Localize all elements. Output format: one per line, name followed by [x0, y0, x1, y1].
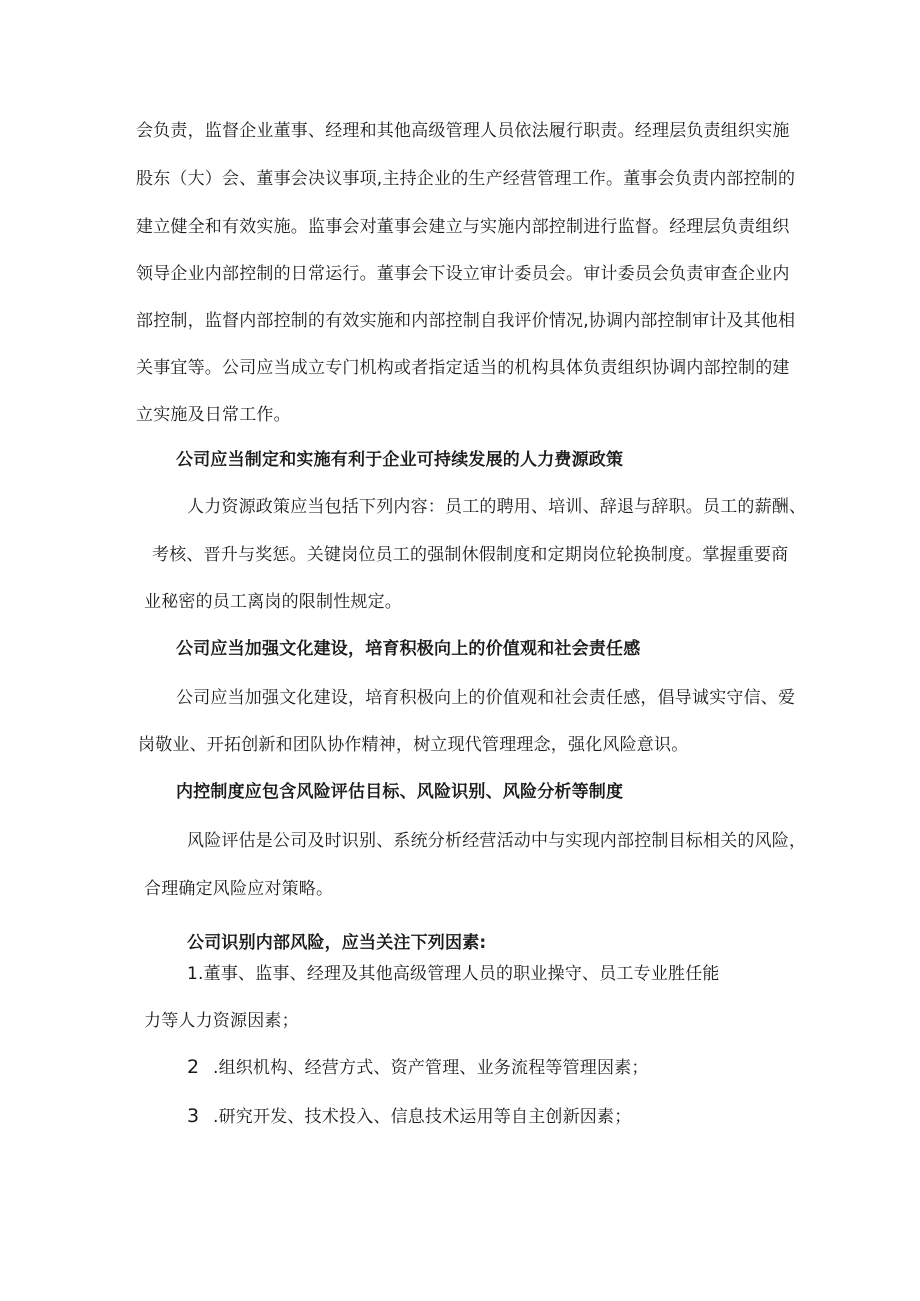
para1-line-5: 部控制，监督内部控制的有效实施和内部控制自我评价情况,协调内部控制审计及其他相 — [136, 311, 796, 331]
list-item-3 — [187, 1104, 631, 1129]
section-heading-hr-policy: 公司应当制定和实施有利于企业可持续发展的人力费源政策 — [176, 450, 624, 470]
list-number: 2 — [187, 1056, 200, 1078]
para4-line-2: 合理确定风险应对策略。 — [144, 879, 334, 899]
list-item-text: .研究开发、技术投入、信息技术运用等自主创新因素； — [213, 1107, 632, 1127]
para1-line-4: 领导企业内部控制的日常运行。董事会下设立审计委员会。审计委员会负责审查企业内 — [136, 264, 790, 284]
para2-line-1: 人力资源政策应当包括下列内容：员工的聘用、培训、辞退与辞职。员工的薪酬、 — [187, 497, 807, 517]
para1-line-6: 关事宜等。公司应当成立专门机构或者指定适当的机构具体负责组织协调内部控制的建 — [136, 358, 790, 378]
para3-line-1: 公司应当加强文化建设，培育积极向上的价值观和社会责任感，倡导诚实守信、爱 — [176, 688, 796, 708]
para1-line-1: 会负责，监督企业董事、经理和其他高级管理人员依法履行职责。经理层负责组织实施 — [136, 121, 790, 141]
para4-line-1: 风险评估是公司及时识别、系统分析经营活动中与实现内部控制目标相关的风险， — [187, 831, 807, 851]
para3-line-2: 岗敬业、开拓创新和团队协作精神，树立现代管理理念，强化风险意识。 — [138, 735, 689, 755]
section-heading-internal-risk-factors: 公司识别内部风险，应当关注下列因素: — [187, 933, 487, 953]
list-number: 3 — [187, 1105, 200, 1127]
list-item-1-line-1: 1.董事、监事、经理及其他高级管理人员的职业操守、员工专业胜任能 — [187, 964, 720, 984]
para2-line-2: 考核、晋升与奖惩。关键岗位员工的强制休假制度和定期岗位轮换制度。掌握重要商 — [152, 545, 789, 565]
list-item-2 — [187, 1055, 649, 1080]
para1-line-2: 股东（大）会、董事会决议事项,主持企业的生产经营管理工作。董事会负责内部控制的 — [136, 169, 796, 189]
para1-line-3: 建立健全和有效实施。监事会对董事会建立与实施内部控制进行监督。经理层负责组织 — [136, 217, 790, 237]
list-item-1-line-2: 力等人力资源因素； — [144, 1011, 299, 1031]
section-heading-culture: 公司应当加强文化建设，培育积极向上的价值观和社会责任感 — [176, 639, 641, 659]
para2-line-3: 业秘密的员工离岗的限制性规定。 — [144, 592, 402, 612]
list-item-text: .组织机构、经营方式、资产管理、业务流程等管理因素； — [213, 1058, 649, 1078]
para1-line-7: 立实施及日常工作。 — [136, 405, 291, 425]
section-heading-risk-system: 内控制度应包含风险评估目标、风险识别、风险分析等制度 — [176, 782, 624, 802]
